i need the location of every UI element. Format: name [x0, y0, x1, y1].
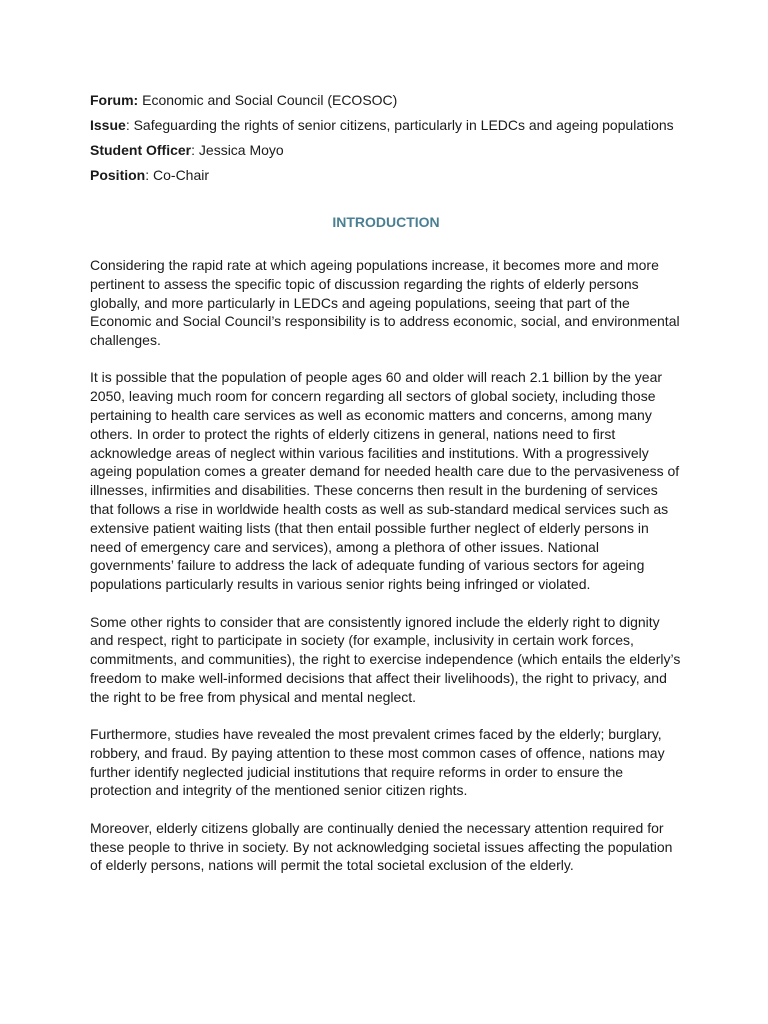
paragraph-1: Considering the rapid rate at which ageing populations increase, it becomes more and more pertinent to assess the specific topic of discussion regarding the rights of elderly persons globally, and more particularly in LEDCs and ageing populations, seeing that part of the Economic and Social Council’s responsibility is to address economic, social, and environmental challenges. — [90, 257, 680, 349]
student-officer-line — [90, 141, 682, 159]
forum-label: Forum: — [90, 92, 139, 108]
paragraph-2: It is possible that the population of people ages 60 and older will reach 2.1 billion by the year 2050, leaving much room for concern regarding all sectors of global society, including those pertaining to health care services as well as economic matters and concerns, among many others. In order to protect the rights of elderly citizens in general, nations need to first acknowledge areas of neglect within various facilities and institutions. With a progressively ageing population comes a greater demand for needed health care due to the pervasiveness of illnesses, infirmities and disabilities. These concerns then result in the burdening of services that follows a rise in worldwide health costs as well as sub-standard medical services such as extensive patient waiting lists (that then entail possible further neglect of elderly persons in need of emergency care and services), among a plethora of other issues. National governments’ failure to address the lack of adequate funding of various sectors for ageing populations particularly results in various senior rights being infringed or violated. — [90, 369, 680, 593]
issue-line — [90, 116, 682, 134]
forum-value: Economic and Social Council (ECOSOC) — [142, 92, 398, 108]
paragraph-5: Moreover, elderly citizens globally are continually denied the necessary attention required for these people to thrive in society. By not acknowledging societal issues affecting the population of elderly persons, nations will permit the total societal exclusion of the elderly. — [90, 819, 673, 874]
position-label: Position — [90, 167, 146, 183]
paragraph-4: Furthermore, studies have revealed the most prevalent crimes faced by the elderly; burglary, robbery, and fraud. By paying attention to these most common cases of offence, nations may further identify neglected judicial institutions that require reforms in order to ensure the protection and integrity of the mentioned senior citizen rights. — [90, 726, 665, 799]
student-officer-value: : Jessica Moyo — [191, 142, 284, 158]
document-page — [90, 91, 682, 894]
position-line — [90, 166, 682, 184]
issue-label: Issue — [90, 117, 126, 133]
forum-line — [90, 91, 682, 109]
section-heading-introduction: INTRODUCTION — [332, 214, 440, 230]
issue-value: : Safeguarding the rights of senior citizens, particularly in LEDCs and ageing populations — [125, 117, 674, 133]
paragraph-3: Some other rights to consider that are consistently ignored include the elderly right to dignity and respect, right to participate in society (for example, inclusivity in certain work forces, commitments, and communities), the right to exercise independence (which entails the elderly’s freedom to make well-informed decisions that affect their livelihoods), the right to privacy, and the right to be free from physical and mental neglect. — [90, 613, 681, 705]
position-value: : Co-Chair — [145, 167, 210, 183]
student-officer-label: Student Officer — [90, 142, 192, 158]
